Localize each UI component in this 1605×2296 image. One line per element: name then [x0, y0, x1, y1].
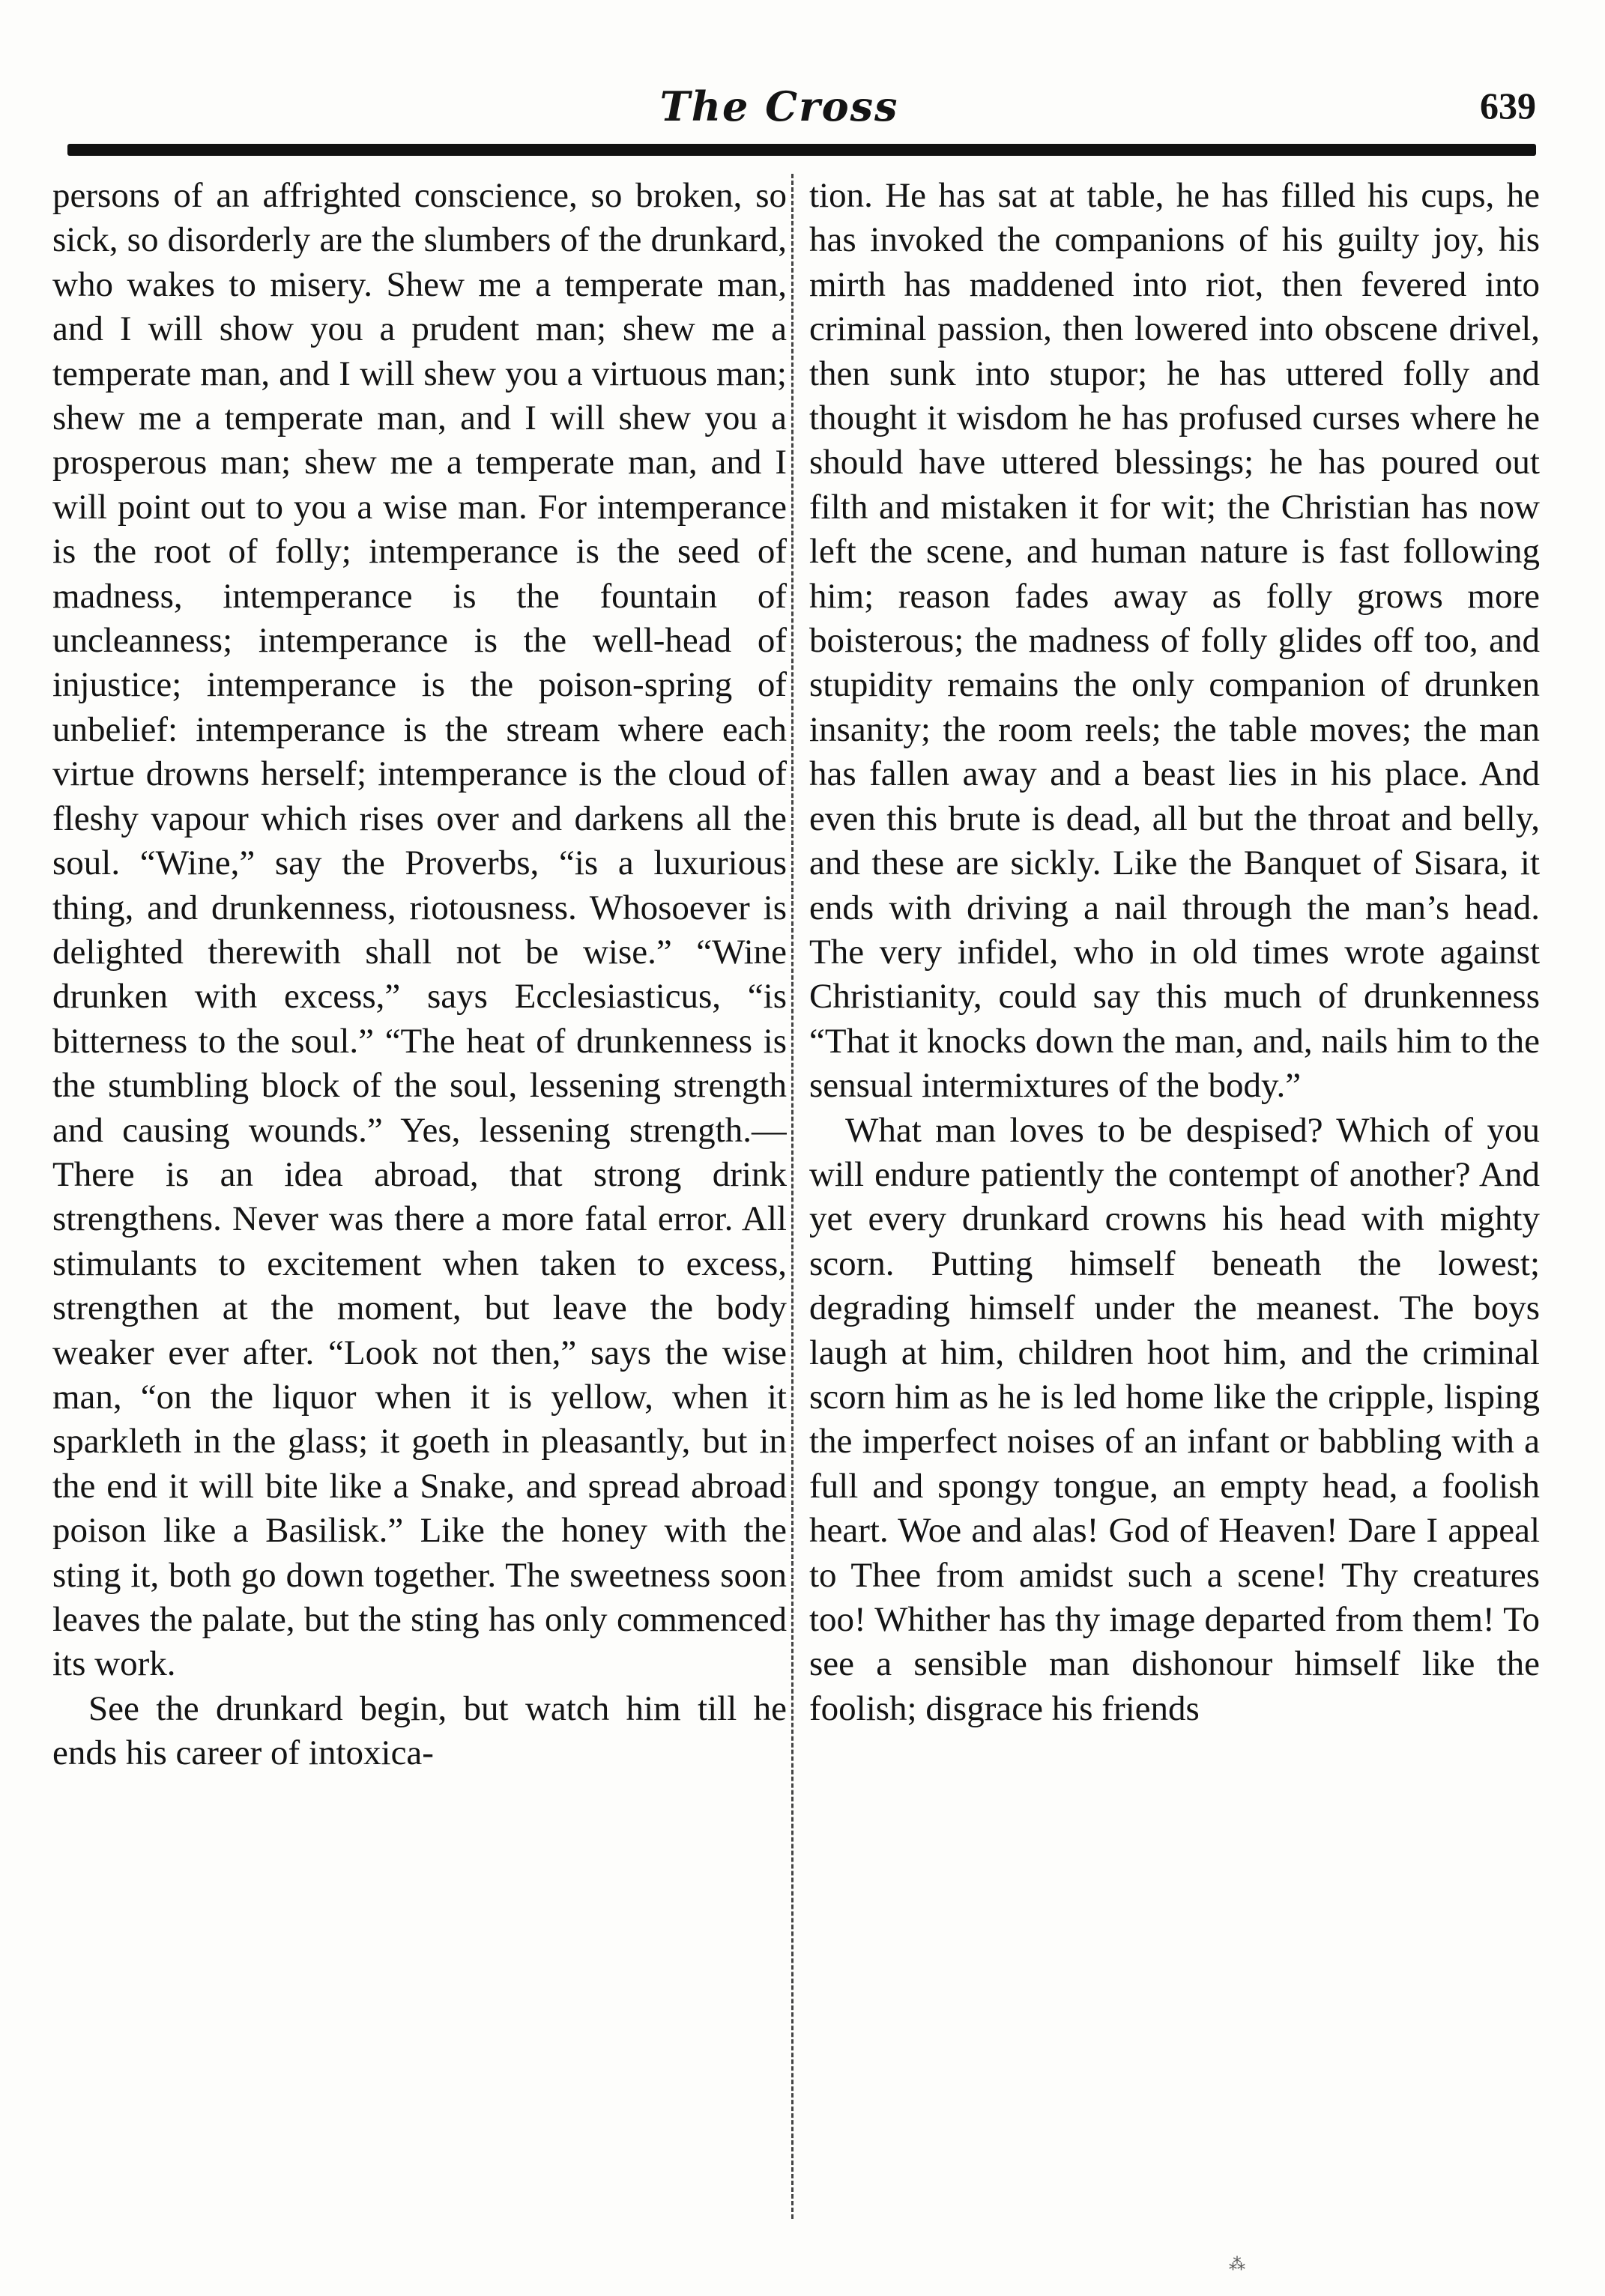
header-rule	[67, 144, 1536, 156]
left-paragraph-1: persons of an affrighted conscience, so broken, so sick, so disorderly are the slumbers of the drunkard, who wakes to misery. Shew me a temperate man, and I will show you a prudent man; shew me a temperate man, and I will shew you a virtuous man; shew me a temperate man, and I will shew you a prosperous man; shew me a temperate man, and I will point out to you a wise man. For intemperance is the root of folly; intemperance is the seed of madness, intemperance is the fountain of uncleanness; intemperance is the well-head of injustice; intemperance is the poison-spring of unbelief: intemperance is the stream where each virtue drowns herself; intemperance is the cloud of fleshy vapour which rises over and darkens all the soul. “Wine,” say the Proverbs, “is a luxurious thing, and drunkenness, riotousness. Whosoever is delighted therewith shall not be wise.” “Wine drunken with excess,” says Ecclesiasticus, “is bitterness to the soul.” “The heat of drunkenness is the stumbling block of the soul, lessening strength and causing wounds.” Yes, lessening strength.— There is an idea abroad, that strong drink strengthens. Never was there a more fatal error. All stimulants to excitement when taken to excess, strengthen at the moment, but leave the body weaker ever after. “Look not then,” says the wise man, “on the liquor when it is yellow, when it sparkleth in the glass; it goeth in pleasantly, but in the end it will bite like a Snake, and spread abroad poison like a Basilisk.” Like the honey with the sting it, both go down together. The sweetness soon leaves the palate, but the sting has only commenced its work.	[52, 176, 787, 1684]
right-column	[809, 174, 1540, 2219]
left-paragraph-2: See the drunkard begin, but watch him till he ends his career of intoxica-	[52, 1688, 787, 1773]
left-column	[52, 174, 787, 2219]
right-paragraph-2: What man loves to be despised? Which of you will endure patiently the contempt of another? And yet every drunkard crowns his head with mighty scorn. Putting himself beneath the lowest; degrading himself under the meanest. The boys laugh at him, children hoot him, and the criminal scorn him as he is led home like the cripple, lisping the imperfect noises of an infant or babbling with a full and spongy tongue, an empty head, a foolish heart. Woe and alas! God of Heaven! Dare I appeal to Thee from amidst such a scene! Thy creatures too! Whither has thy image departed from them! To see a sensible man dishonour himself like the foolish; disgrace his friends	[809, 1110, 1540, 1728]
right-paragraph-1: tion. He has sat at table, he has filled his cups, he has invoked the companions of his guilty joy, his mirth has maddened into riot, then fevered into criminal passion, then lowered into obscene drivel, then sunk into stupor; he has uttered folly and thought it wisdom he has profused curses where he should have uttered blessings; he has poured out filth and mistaken it for wit; the Christian has now left the scene, and human nature is fast following him; reason fades away as folly grows more boisterous; the madness of folly glides off too, and stupidity remains the only companion of drunken insanity; the room reels; the table moves; the man has fallen away and a beast lies in his place. And even this brute is dead, all but the throat and belly, and these are sickly. Like the Banquet of Sisara, it ends with driving a nail through the man’s head. The very infidel, who in old times wrote against Christianity, could say this much of drunkenness “That it knocks down the man, and, nails him to the sensual intermixtures of the body.”	[809, 176, 1540, 1106]
column-divider	[791, 174, 794, 2219]
page-number: 639	[1480, 85, 1536, 127]
running-title: The Cross	[659, 82, 899, 130]
scan-speck: ⁂	[1229, 2255, 1245, 2274]
